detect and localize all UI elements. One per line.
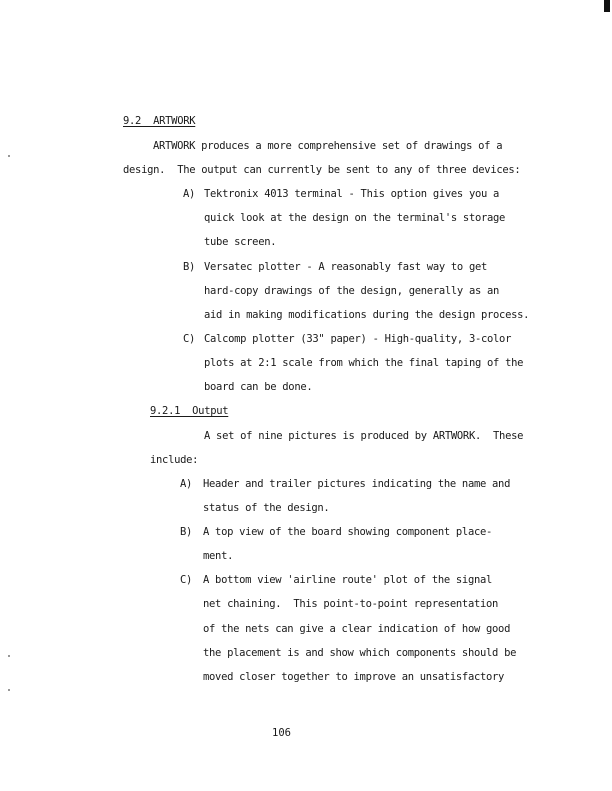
margin-dot (8, 689, 10, 691)
subsection-heading: 9.2.1 Output (150, 405, 229, 417)
item-text-line: A bottom view 'airline route' plot of the signal (203, 574, 493, 586)
item-text-line: A top view of the board showing component place- (203, 526, 493, 538)
device-label: A) (183, 188, 196, 200)
device-text-line: hard-copy drawings of the design, generally as an (204, 285, 500, 297)
device-text-line: Versatec plotter - A reasonably fast way to get (204, 261, 488, 273)
section-intro-line: ARTWORK produces a more comprehensive set of drawings of a (153, 140, 503, 152)
device-text-line: aid in making modifications during the design process. (204, 309, 530, 321)
section-heading: 9.2 ARTWORK (123, 115, 196, 127)
item-text-line: moved closer together to improve an unsatisfactory (203, 671, 505, 683)
device-text-line: board can be done. (204, 381, 313, 393)
device-label: C) (183, 333, 196, 345)
item-text-line: ment. (203, 550, 234, 562)
page-number: 106 (272, 727, 291, 739)
device-text-line: Tektronix 4013 terminal - This option gives you a (204, 188, 500, 200)
margin-dot (8, 155, 10, 157)
item-label: A) (180, 478, 193, 490)
item-text-line: net chaining. This point-to-point representation (203, 598, 499, 610)
item-text-line: Header and trailer pictures indicating the name and (203, 478, 511, 490)
item-text-line: of the nets can give a clear indication of how good (203, 623, 511, 635)
device-text-line: plots at 2:1 scale from which the final taping of the (204, 357, 524, 369)
item-label: C) (180, 574, 193, 586)
margin-dot (8, 655, 10, 657)
item-label: B) (180, 526, 193, 538)
device-text-line: Calcomp plotter (33" paper) - High-quality, 3-color (204, 333, 512, 345)
section-intro-line: design. The output can currently be sent to any of three devices: (123, 164, 521, 176)
subsection-intro-line: include: (150, 454, 199, 466)
device-label: B) (183, 261, 196, 273)
item-text-line: status of the design. (203, 502, 330, 514)
item-text-line: the placement is and show which components should be (203, 647, 517, 659)
device-text-line: tube screen. (204, 236, 277, 248)
corner-mark (604, 0, 610, 12)
subsection-intro-line: A set of nine pictures is produced by ARTWORK. These (204, 430, 524, 442)
device-text-line: quick look at the design on the terminal's storage (204, 212, 506, 224)
